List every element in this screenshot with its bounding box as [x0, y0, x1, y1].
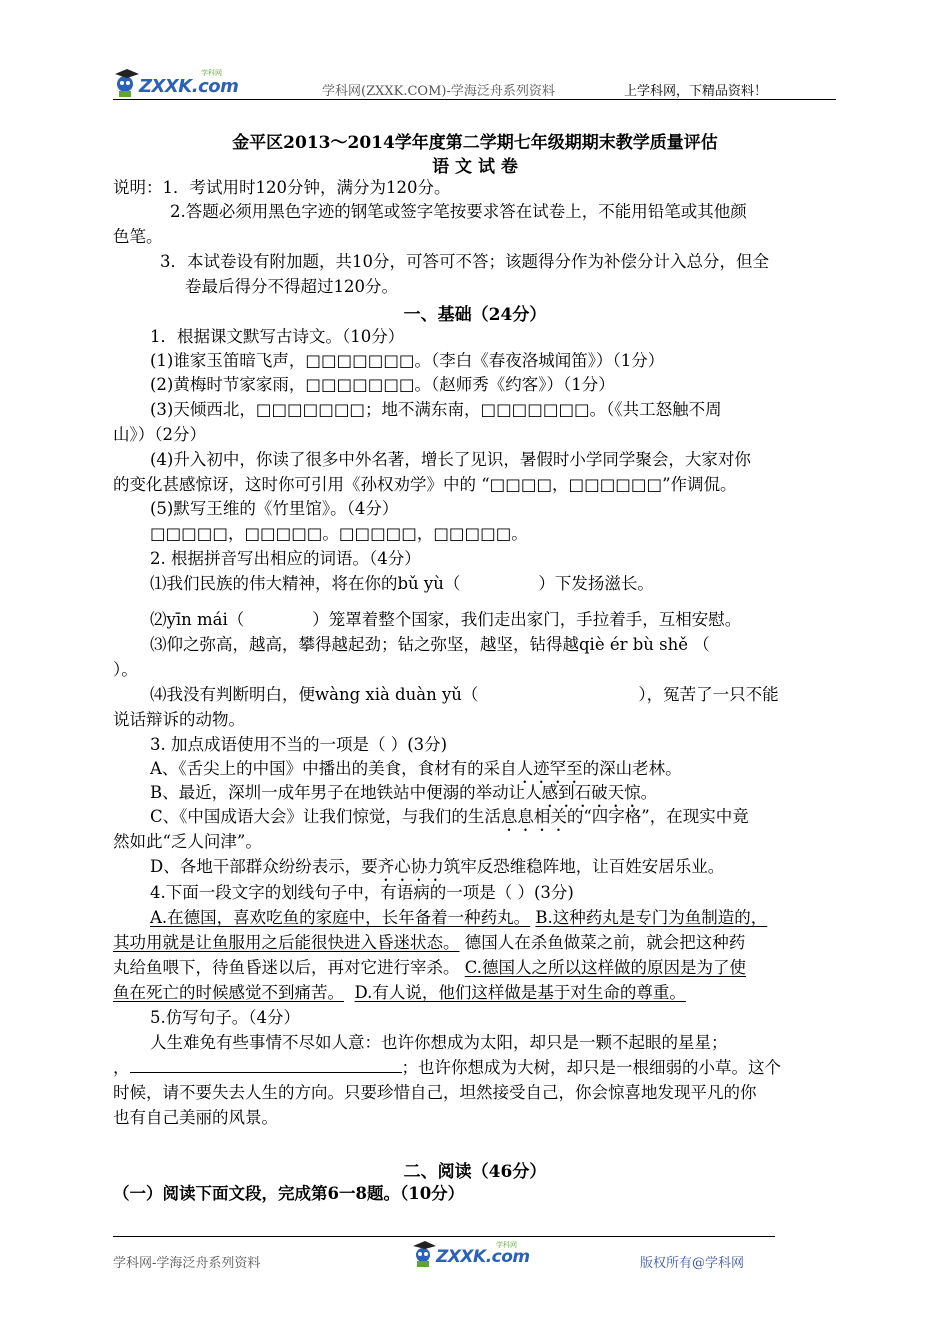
q1-5-blanks: □□□□□，□□□□□。□□□□□，□□□□□。: [150, 524, 528, 543]
q4-sentence-b-part2: 其功用就是让鱼服用之后能很快进入昏迷状态。: [113, 933, 460, 952]
q2-2-text: ⑵yīn mái（: [150, 610, 245, 629]
q2-3a: ⑶仰之弥高，越高，攀得越起劲；钻之弥坚，越坚，钻得越qiè ér bù shě （: [150, 635, 710, 654]
q3-a-idiom: 人迹罕至: [516, 759, 583, 778]
q3-d-text: D、各地干部群众纷纷表示，要: [150, 857, 378, 876]
q3: 3. 加点成语使用不当的一项是（ ）(3分): [150, 735, 448, 754]
q3-a-tail: 的深山老林。: [582, 759, 682, 778]
q1-5: (5)默写王维的《竹里馆》。（4分）: [150, 499, 399, 518]
q2-2-tail: ）笼罩着整个国家，我们走出家门，手拉着手，互相安慰。: [312, 610, 742, 629]
q3-b-text: B、最近，深圳一成年男子在地铁站中便溺的举动让人: [150, 783, 542, 802]
header-site-text: 学科网(ZXXK.COM)-学海泛舟系列资料: [322, 84, 555, 99]
section-2-heading: 二、阅读（46分）: [403, 1162, 547, 1182]
q4-sentence-c-part2: 鱼在死亡的时候感觉不到痛苦。: [113, 983, 344, 1002]
q4-line-3: [113, 956, 746, 980]
q2-3b: ）。: [113, 660, 138, 679]
q1-2: (2)黄梅时节家家雨，□□□□□□□。（赵师秀《约客》）（1分）: [150, 375, 615, 394]
q2-1: [150, 572, 654, 596]
q4-line-1: [150, 906, 767, 930]
q5-comma: ，: [113, 1058, 130, 1077]
q1-4a: (4)升入初中，你读了很多中外名著，增长了见识，暑假时小学同学聚会，大家对你: [150, 450, 751, 469]
footer-copyright: 版权所有@学科网: [640, 1256, 745, 1271]
note-1: 说明：1．考试用时120分钟，满分为120分。: [113, 178, 451, 197]
footer-left-text: 学科网-学海泛舟系列资料: [113, 1256, 261, 1271]
q3-d-idiom: 齐心协力: [377, 857, 444, 876]
q2-4c: 说话辩诉的动物。: [113, 710, 245, 729]
section-1-heading: 一、基础（24分）: [403, 305, 547, 325]
q4: 4.下面一段文字的划线句子中，有语病的一项是（ ）(3分): [150, 883, 574, 902]
q5-line-1: 人生难免有些事情不尽如人意：也许你想成为太阳，却只是一颗不起眼的星星；: [150, 1033, 728, 1052]
note-2a: 2.答题必须用黑色字迹的钢笔或签字笔按要求答在试卷上，不能用铅笔或其他颜: [170, 202, 747, 221]
q1-1: (1)谁家玉笛暗飞声，□□□□□□□。（李白《春夜洛城闻笛》）（1分）: [150, 351, 665, 370]
footer-logo-text: ZXXK.com: [436, 1247, 530, 1267]
q3-d-tail: 筑牢反恐维稳阵地，让百姓安居乐业。: [443, 857, 725, 876]
note-2b: 色笔。: [113, 227, 163, 246]
q3-a-text: A、《舌尖上的中国》中播出的美食，食材有的采自: [150, 759, 517, 778]
q1: 1．根据课文默写古诗文。（10分）: [150, 327, 405, 346]
q3-c-idiom: 息息相关: [500, 807, 567, 826]
section-2-sub: （一）阅读下面文段，完成第6一8题。（10分）: [113, 1184, 465, 1203]
mascot-icon: [412, 1240, 438, 1268]
q2-1-text: ⑴我们民族的伟大精神，将在你的bǔ yù（: [150, 574, 461, 593]
q2-4-tail: ），冤苦了一只不能: [638, 685, 779, 704]
q4-sentence-b-part1: B.这种药丸是专门为鱼制造的，: [535, 908, 768, 927]
q2-4-text: ⑷我没有判断明白，便wàng xià duàn yǔ（: [150, 685, 479, 704]
q4-line-4: [113, 981, 686, 1005]
q5-line-2: [113, 1056, 781, 1080]
footer-logo: [412, 1240, 530, 1270]
q2-1-tail: ）下发扬滋长。: [538, 574, 654, 593]
footer-logo-small-text: 学科网: [496, 1241, 517, 1249]
header-logo: [113, 68, 239, 100]
q3-option-c-cont: 然如此“乏人问津”。: [113, 832, 262, 851]
q1-3a: (3)天倾西北，□□□□□□□；地不满东南，□□□□□□□。（《共工怒触不周: [150, 400, 722, 419]
q2-2: [150, 608, 741, 632]
q4-context-1: 德国人在杀鱼做菜之前，就会把这种药: [464, 933, 746, 952]
q1-4b: 的变化甚感惊讶，这时你可引用《孙权劝学》中的 “□□□□，□□□□□□”作调侃。: [113, 475, 737, 494]
note-3a: 3．本试卷设有附加题，共10分，可答可不答；该题得分作为补偿分计入总分，但全: [160, 252, 769, 271]
q1-3b: 山》）（2分）: [113, 425, 206, 444]
q5-line-4: 也有自己美丽的风景。: [113, 1108, 278, 1127]
mascot-icon: [113, 68, 141, 98]
q2: 2. 根据拼音写出相应的词语。（4分）: [150, 549, 421, 568]
q3-c-text: C、《中国成语大会》让我们惊觉，与我们的生活: [150, 807, 501, 826]
q5-line-3: 时候，请不要失去人生的方向。只要珍惜自己，坦然接受自己，你会惊喜地发现平凡的你: [113, 1083, 757, 1102]
logo-small-text: 学科网: [201, 69, 222, 77]
logo-text: ZXXK.com: [139, 76, 239, 97]
q4-sentence-d: D.有人说，他们这样做是基于对生命的尊重。: [354, 983, 686, 1002]
exam-title: 金平区2013～2014学年度第二学期七年级期期末教学质量评估: [232, 133, 718, 153]
header-slogan: 上学科网，下精品资料！: [624, 84, 768, 99]
q5-line-2-text: ；也许你想成为大树，却只是一根细弱的小草。这个: [401, 1058, 781, 1077]
exam-subtitle: 语 文 试 卷: [432, 157, 518, 177]
note-3b: 卷最后得分不得超过120分。: [185, 277, 398, 296]
q4-sentence-a: A.在德国，喜欢吃鱼的家庭中，长年备着一种药丸。: [150, 908, 531, 927]
header-divider: [113, 99, 836, 100]
q2-4: [150, 683, 779, 707]
q4-context-2: 丸给鱼喂下，待鱼昏迷以后，再对它进行宰杀。: [113, 958, 460, 977]
q3-c-tail: 的“四字格”，在现实中竟: [566, 807, 749, 826]
q5-answer-blank[interactable]: [130, 1058, 402, 1073]
q4-sentence-c-part1: C.德国人之所以这样做的原因是为了使: [464, 958, 747, 977]
q5: 5.仿写句子。（4分）: [150, 1008, 300, 1027]
footer-divider: [113, 1236, 775, 1237]
q4-line-2: [113, 931, 745, 955]
q3-b-tail: 。: [640, 783, 658, 802]
q3-b-idiom: 感到石破天惊: [541, 783, 641, 802]
